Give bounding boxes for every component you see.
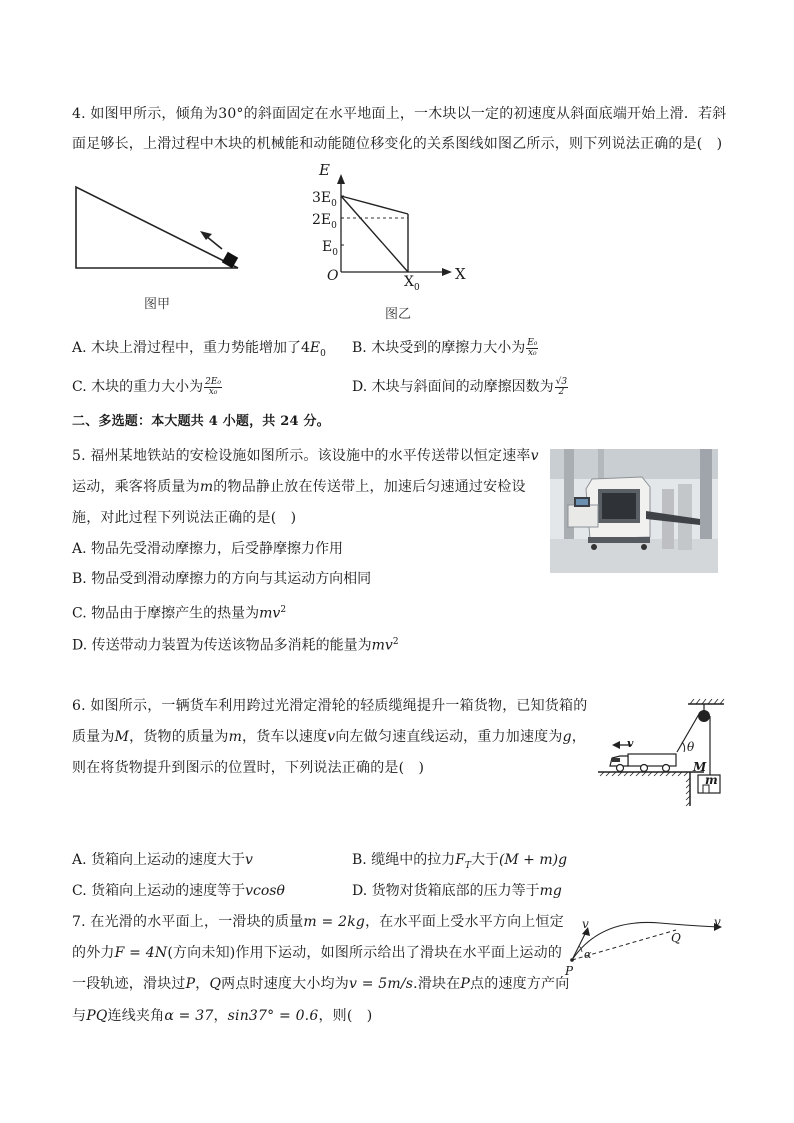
q5-option-d[interactable]: D. 传送带动力装置为传送该物品多消耗的能量为$mv^2$ [72,637,399,654]
graph-origin-label: O [327,268,339,284]
q7-fig-alpha: α [584,948,592,961]
q7-fig-p-label: P [565,964,574,978]
graph-x-axis-label: X [455,265,466,283]
q6-fig-box-m-label: M [693,760,707,774]
q7-text-line3: 一段轨迹，滑块过P，Q两点时速度大小均为v = 5m/s.滑块在P点的速度方产向 [72,976,570,992]
q7-text-line1: 7. 在光滑的水平面上，一滑块的质量m = 2kg，在水平面上受水平方向上恒定 [72,914,564,930]
q4-fig-a-caption: 图甲 [144,297,171,312]
q5-text-line2: 运动，乘客将质量为m的物品静止放在传送带上，加速后匀速通过安检设 [72,479,526,495]
q7-fig-q-label: Q [671,931,681,945]
q6-text-line2: 质量为M，货物的质量为m，货车以速度v向左做匀速直线运动，重力加速度为g， [72,729,586,745]
q6-option-a[interactable]: A. 货箱向上运动的速度大于v [72,852,253,868]
q6-option-c[interactable]: C. 货箱向上运动的速度等于vcosθ [72,883,285,899]
q7-text-line4: 与PQ连线夹角α = 37，sin37° = 0.6，则( ) [72,1008,373,1024]
q4-option-a[interactable]: A. 木块上滑过程中，重力势能增加了$4E_0$ [72,340,326,359]
q6-fig-velocity-label: v [627,737,634,750]
q6-option-d[interactable]: D. 货物对货箱底部的压力等于mg [352,883,562,899]
q4-option-d[interactable]: D. 木块与斜面间的动摩擦因数为 $\frac{√3}{2}$ [352,376,568,397]
q5-text-line3: 施，对此过程下列说法正确的是( ) [72,510,297,526]
graph-y-axis-label: E [319,161,330,179]
graph-x0-label: $X_0$ [404,274,420,293]
q6-fig-theta-label: θ [687,740,695,754]
graph-tick-e0: $E_0$ [322,239,338,258]
q6-fig-cargo-m-label: m [705,773,718,787]
q6-text-line3: 则在将货物提升到图示的位置时，下列说法正确的是( ) [72,760,425,776]
q6-text-line1: 6. 如图所示，一辆货车利用跨过光滑定滑轮的轻质缆绳提升一箱货物，已知货箱的 [72,698,588,714]
q6-option-b[interactable]: B. 缆绳中的拉力$F_T$大于(M + m)g [352,852,568,871]
q4-text-line2: 面足够长，上滑过程中木块的机械能和动能随位移变化的关系图线如图乙所示，则下列说法正确的是( ) [72,136,723,152]
q7-fig-v-at-end: v [714,915,721,929]
graph-tick-3e0: $3E_0$ [312,190,337,209]
section-2-header: 二、多选题：本大题共 4 小题，共 24 分。 [72,414,330,429]
q4-option-c[interactable]: C. 木块的重力大小为 $\frac{\text{2E₀}}{\text{x₀}}$ [72,376,222,397]
q5-option-a[interactable]: A. 物品先受滑动摩擦力，后受静摩擦力作用 [72,541,344,557]
q4-fig-b-caption: 图乙 [385,307,412,322]
q7-text-line2: 的外力F = 4N(方向未知)作用下运动，如图所示给出了滑块在水平面上运动的 [72,945,563,961]
q5-text-line1: 5. 福州某地铁站的安检设施如图所示。该设施中的水平传送带以恒定速率v [72,448,539,464]
q7-fig-v-at-p: v [582,917,589,931]
q5-option-b[interactable]: B. 物品受到滑动摩擦力的方向与其运动方向相同 [72,571,372,587]
q4-text-line1: 4. 如图甲所示，倾角为30°的斜面固定在水平地面上，一木块以一定的初速度从斜面底端开始上滑．若斜 [72,106,727,122]
q4-option-b[interactable]: B. 木块受到的摩擦力大小为 $\frac{\text{E₀}}{\text{x₀}}$ [352,337,538,358]
q5-option-c[interactable]: C. 物品由于摩擦产生的热量为$mv^2$ [72,605,287,622]
graph-tick-2e0: $2E_0$ [312,212,337,231]
